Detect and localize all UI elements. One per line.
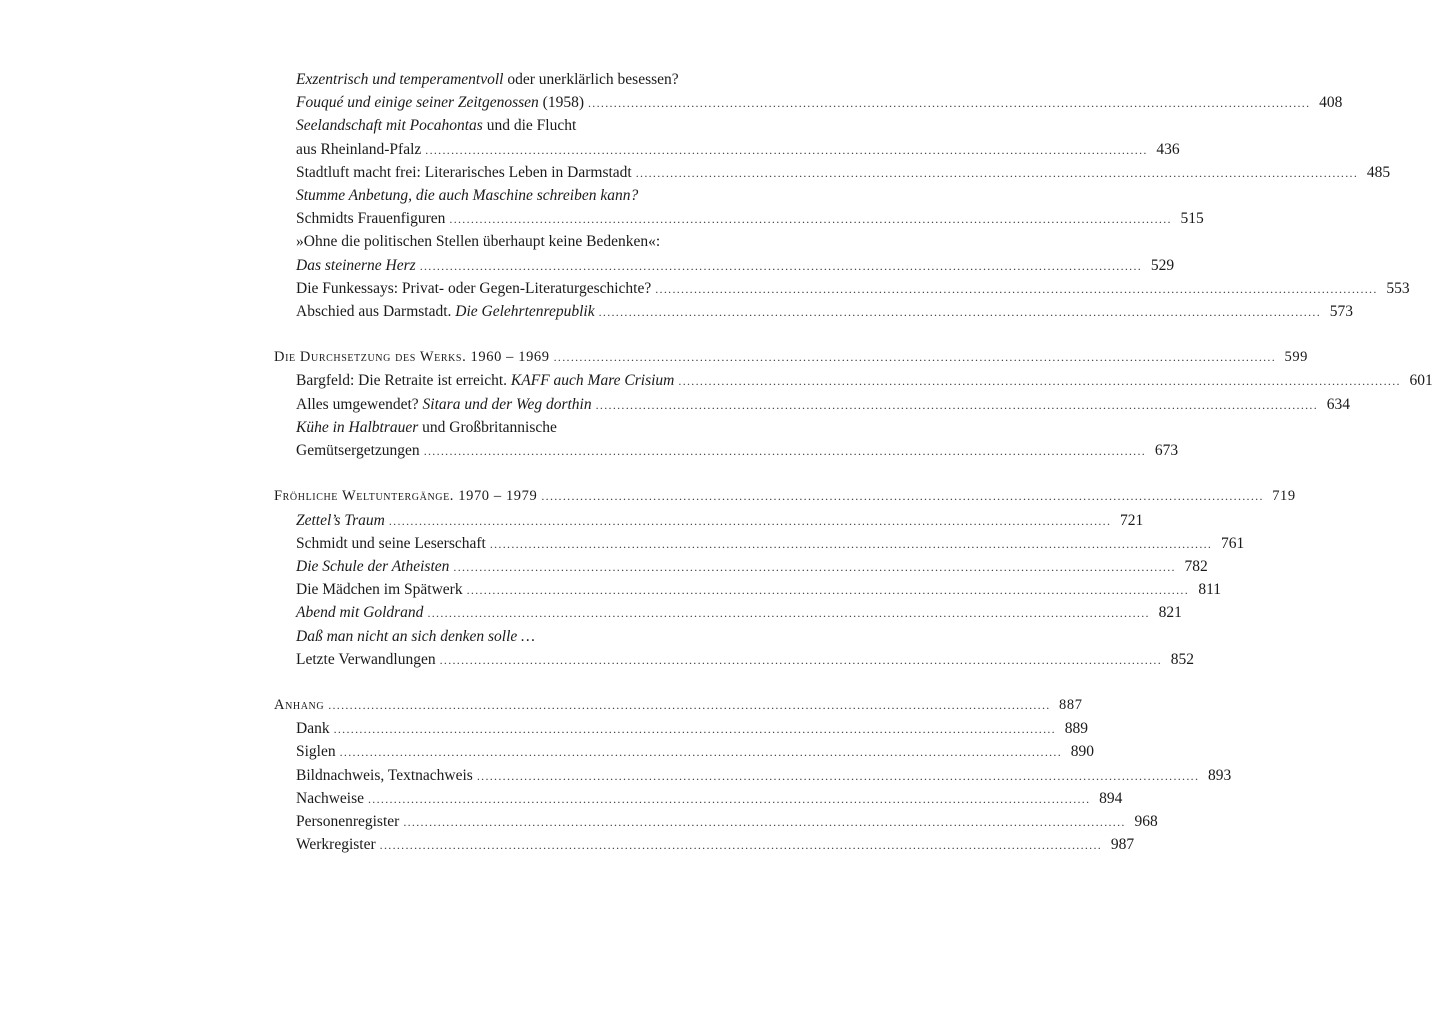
toc-page-number: 893 <box>1208 766 1232 784</box>
toc-page-number: 721 <box>1120 511 1144 529</box>
toc-entry <box>274 300 1353 323</box>
toc-entry <box>274 787 1123 810</box>
toc-page-number: 573 <box>1329 302 1353 320</box>
toc-entry <box>274 740 1095 763</box>
toc-title-italic: Zettel’s Traum <box>296 511 385 529</box>
toc-entry-title <box>296 207 445 230</box>
dot-leader <box>541 485 1263 508</box>
section-spacer <box>274 323 772 346</box>
toc-entry-title <box>296 532 486 555</box>
toc-entry-title <box>296 369 674 392</box>
toc-title-text: Fröhliche Weltuntergänge. 1970 – 1979 <box>274 488 538 505</box>
toc-entry-title <box>274 346 550 369</box>
dot-leader <box>328 694 1050 717</box>
toc-entry <box>274 810 1158 833</box>
dot-leader <box>368 788 1090 811</box>
toc-title-text: Dank <box>296 720 330 738</box>
toc-title-text: Werkregister <box>296 836 376 854</box>
toc-title-text: oder unerklärlich besessen? <box>503 71 679 88</box>
toc-entry-title <box>296 555 449 578</box>
toc-page-number: 601 <box>1409 372 1433 390</box>
toc-entry-title <box>296 601 423 624</box>
toc-entry-title <box>296 833 376 856</box>
toc-entry <box>274 91 1343 114</box>
toc-entry <box>274 509 1144 532</box>
dot-leader <box>490 533 1212 556</box>
toc-entry-title <box>296 230 660 253</box>
toc-title-text: Stadtluft macht frei: Literarisches Leben in Darmstadt <box>296 163 632 181</box>
dot-leader <box>425 139 1147 162</box>
toc-entry <box>274 369 1433 392</box>
toc-title-text: und die Flucht <box>482 117 577 135</box>
toc-page-number: 852 <box>1170 650 1194 668</box>
toc-entry <box>274 578 1221 601</box>
toc-title-text: Die Durchsetzung des Werks. 1960 – 1969 <box>274 349 550 366</box>
toc-entry-title <box>296 68 679 91</box>
toc-title-text: Die Funkessays: Privat- oder Gegen-Literaturgeschichte? <box>296 279 652 297</box>
section-spacer <box>274 462 772 485</box>
toc-page-number: 515 <box>1180 210 1204 228</box>
toc-title-italic: Seelandschaft mit Pocahontas <box>296 117 483 135</box>
toc-title-italic: Das steinerne Herz <box>296 256 416 274</box>
dot-leader <box>453 556 1175 579</box>
toc-title-text: Siglen <box>296 743 336 761</box>
dot-leader <box>420 255 1142 278</box>
toc-page-number: 968 <box>1134 813 1158 830</box>
toc-entry-title <box>296 764 473 787</box>
dot-leader <box>467 579 1189 602</box>
toc-entry-title <box>296 509 385 532</box>
toc-page-number: 782 <box>1184 557 1208 575</box>
toc-title-text: Schmidts Frauenfiguren <box>296 210 446 228</box>
toc-title-text: Bargfeld: Die Retraite ist erreicht. <box>296 372 511 390</box>
toc-page-number: 673 <box>1154 442 1179 459</box>
toc-entry-title <box>296 810 399 833</box>
toc-page-number: 811 <box>1198 581 1221 599</box>
toc-entry <box>274 717 1088 740</box>
toc-page-number: 761 <box>1220 534 1245 552</box>
toc-title-italic: Exzentrisch und temperamentvoll <box>296 71 504 88</box>
toc-page-number: 887 <box>1059 697 1083 714</box>
toc-entry-title <box>296 138 421 161</box>
toc-entry-title <box>296 578 463 601</box>
toc-entry-title <box>274 694 324 717</box>
toc-entry-title <box>296 740 336 763</box>
toc-title-text: Abschied aus Darmstadt. <box>296 302 456 320</box>
toc-page-number: 719 <box>1272 488 1296 505</box>
toc-entry-title <box>296 114 576 137</box>
dot-leader <box>403 811 1125 834</box>
toc-title-italic: Die Gelehrtenrepublik <box>455 302 595 320</box>
toc-title-text: Die Mädchen im Spätwerk <box>296 581 463 599</box>
toc-title-text: Gemütsergetzungen <box>296 442 420 459</box>
toc-title-text: Alles umgewendet? <box>296 395 423 413</box>
toc-page-number: 553 <box>1386 279 1410 297</box>
dot-leader <box>678 370 1400 393</box>
toc-entry <box>274 833 1135 856</box>
toc-entry <box>274 393 1351 416</box>
section-spacer <box>274 671 772 694</box>
toc-entry <box>274 254 1175 277</box>
toc-entry-title <box>296 91 584 114</box>
toc-page-number: 408 <box>1319 94 1343 112</box>
toc-page-number: 529 <box>1150 256 1175 274</box>
toc-page-number: 599 <box>1284 349 1309 366</box>
dot-leader <box>427 602 1149 625</box>
dot-leader <box>636 162 1358 185</box>
toc-entry <box>274 68 772 91</box>
toc-title-text: Letzte Verwandlungen <box>296 650 436 668</box>
toc-page-number: 987 <box>1110 836 1135 854</box>
toc-entry <box>274 764 1232 787</box>
toc-entry-title <box>296 184 638 207</box>
toc-entry <box>274 439 1179 462</box>
toc-title-italic: Fouqué und einige seiner Zeitgenossen <box>296 94 539 112</box>
toc-entry <box>274 277 1410 300</box>
toc-title-italic: Daß man nicht an sich denken solle … <box>296 627 535 645</box>
toc-title-text: aus Rheinland-Pfalz <box>296 140 422 158</box>
toc-title-text: Bildnachweis, Textnachweis <box>296 766 473 784</box>
toc-entry <box>274 184 772 207</box>
toc-entry <box>274 416 772 439</box>
toc-title-italic: Abend mit Goldrand <box>296 604 424 622</box>
dot-leader <box>340 741 1062 764</box>
toc-entry-title <box>296 648 436 671</box>
dot-leader <box>554 346 1276 369</box>
toc-entry <box>274 648 1194 671</box>
dot-leader <box>588 92 1310 115</box>
toc-title-italic: KAFF auch Mare Crisium <box>510 372 675 390</box>
toc-entry-title <box>296 300 595 323</box>
toc-entry <box>274 601 1182 624</box>
dot-leader <box>334 718 1056 741</box>
toc-entry <box>274 207 1204 230</box>
toc-title-text: Personenregister <box>296 813 400 830</box>
toc-entry-title <box>296 787 364 810</box>
toc-entry-title <box>296 625 535 648</box>
toc-page-number: 890 <box>1070 743 1095 761</box>
toc-title-text: und Großbritannische <box>418 418 557 436</box>
dot-leader <box>424 440 1146 463</box>
dot-leader <box>449 208 1171 231</box>
toc-section-heading <box>274 694 1083 717</box>
dot-leader <box>655 278 1377 301</box>
toc-page-number: 894 <box>1099 789 1123 807</box>
toc-entry-title <box>274 485 537 508</box>
dot-leader <box>596 394 1318 417</box>
toc-title-text: (1958) <box>538 94 584 112</box>
toc-entry <box>274 138 1180 161</box>
table-of-contents <box>274 68 1433 856</box>
toc-title-text: Nachweise <box>296 789 364 807</box>
toc-title-italic: Die Schule der Atheisten <box>296 557 450 575</box>
toc-entry-title <box>296 717 330 740</box>
toc-entry <box>274 555 1208 578</box>
toc-entry-title <box>296 416 557 439</box>
toc-page-number: 634 <box>1326 395 1351 413</box>
toc-title-text: Anhang <box>274 697 325 714</box>
toc-entry-title <box>296 277 651 300</box>
dot-leader <box>440 649 1162 672</box>
dot-leader <box>599 301 1321 324</box>
toc-title-text: »Ohne die politischen Stellen überhaupt keine Bedenken«: <box>296 233 661 251</box>
toc-title-italic: Sitara und der Weg dorthin <box>422 395 592 413</box>
toc-entry <box>274 532 1245 555</box>
toc-entry <box>274 114 772 137</box>
dot-leader <box>477 765 1199 788</box>
toc-section-heading <box>274 346 1309 369</box>
toc-entry-title <box>296 393 592 416</box>
toc-title-italic: Stumme Anbetung, die auch Maschine schreiben kann? <box>296 186 639 204</box>
toc-page-number: 485 <box>1366 163 1391 181</box>
toc-section-heading <box>274 485 1296 508</box>
toc-title-text: Schmidt und seine Leserschaft <box>296 534 486 552</box>
toc-title-italic: Kühe in Halbtrauer <box>296 418 419 436</box>
toc-entry <box>274 161 1391 184</box>
toc-page-number: 889 <box>1064 720 1088 738</box>
toc-entry-title <box>296 161 632 184</box>
dot-leader <box>380 834 1102 857</box>
toc-page-number: 436 <box>1156 140 1180 158</box>
toc-entry-title <box>296 254 416 277</box>
toc-page-number: 821 <box>1158 604 1182 622</box>
toc-entry-title <box>296 439 420 462</box>
toc-entry <box>274 625 772 648</box>
dot-leader <box>389 510 1111 533</box>
toc-entry <box>274 230 772 253</box>
